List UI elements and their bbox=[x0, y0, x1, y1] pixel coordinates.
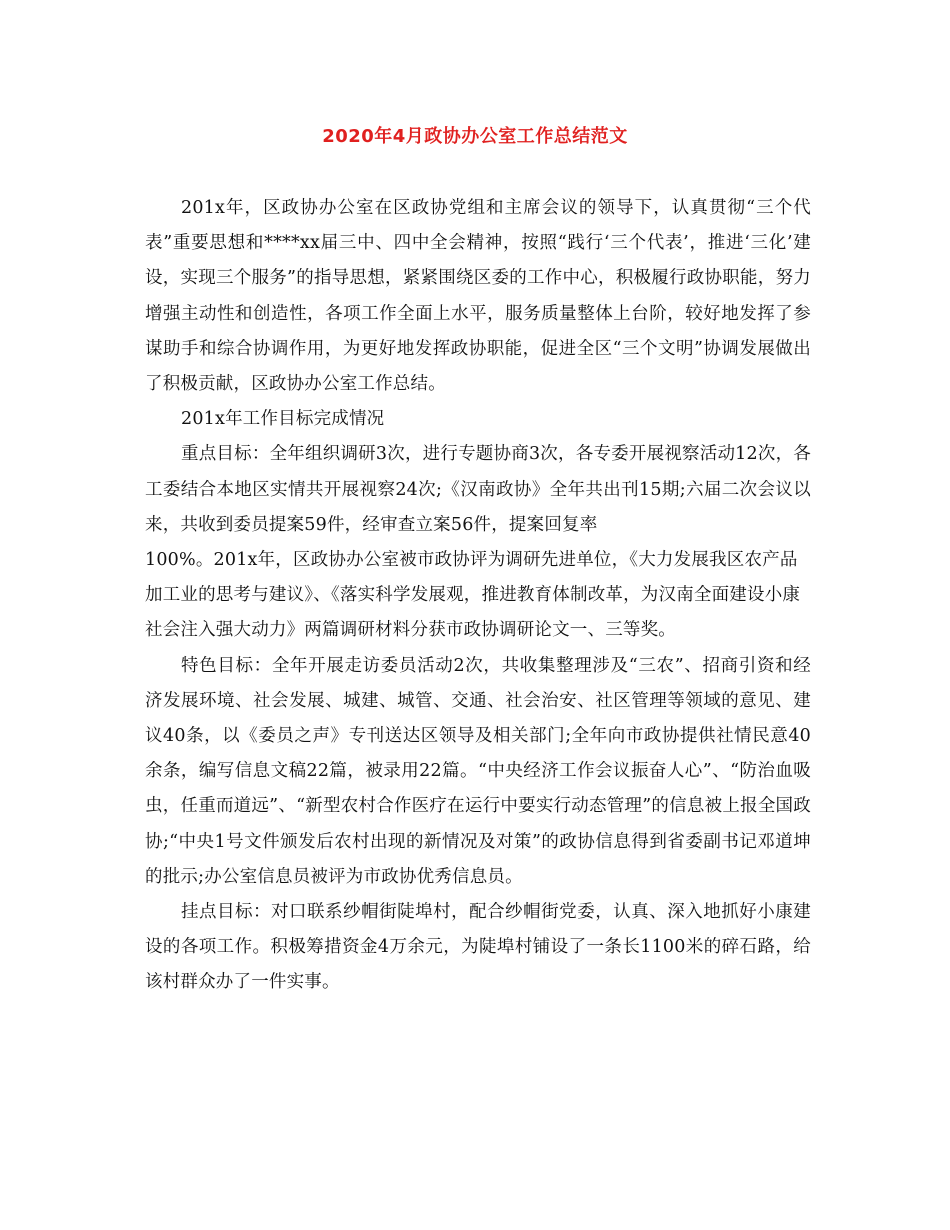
document-body bbox=[145, 191, 811, 1001]
document-title: 2020年4月政协办公室工作总结范文 bbox=[322, 126, 628, 147]
intro-paragraph: 201x年，区政协办公室在区政协党组和主席会议的领导下，认真贯彻“三个代表”重要思想和****xx届三中、四中全会精神，按照“践行‘三个代表’，推进‘三化’建设，实现三个服务”的指导思想，紧紧围绕区委的工作中心，积极履行政协职能，努力增强主动性和创造性，各项工作全面上水平，服务质量整体上台阶，较好地发挥了参谋助手和综合协调作用，为更好地发挥政协职能，促进全区“三个文明”协调发展做出了积极贡献，区政协办公室工作总结。 bbox=[145, 198, 811, 395]
section-heading: 201x年工作目标完成情况 bbox=[181, 409, 385, 430]
liaison-goals-paragraph: 挂点目标：对口联系纱帽街陡埠村，配合纱帽街党委，认真、深入地抓好小康建设的各项工作。积极筹措资金4万余元，为陡埠村铺设了一条长1100米的碎石路，给该村群众办了一件实事。 bbox=[145, 902, 811, 993]
featured-goals-paragraph: 特色目标：全年开展走访委员活动2次，共收集整理涉及“三农”、招商引资和经济发展环境、社会发展、城建、城管、交通、社会治安、社区管理等领域的意见、建议40条，以《委员之声》专刊送达区领导及相关部门;全年向市政协提供社情民意40余条，编写信息文稿22篇，被录用22篇。“中央经济工作会议振奋人心”、“防治血吸虫，任重而道远”、“新型农村合作医疗在运行中要实行动态管理”的信息被上报全国政协;“中央1号文件颁发后农村出现的新情况及对策”的政协信息得到省委副书记邓道坤的批示;办公室信息员被评为市政协优秀信息员。 bbox=[145, 655, 811, 887]
key-goals-continuation: 100%。201x年，区政协办公室被市政协评为调研先进单位，《大力发展我区农产品加工业的思考与建议》、《落实科学发展观，推进教育体制改革，为汉南全面建设小康社会注入强大动力》两篇调研材料分获市政协调研论文一、三等奖。 bbox=[145, 550, 801, 641]
key-goals-paragraph: 重点目标：全年组织调研3次，进行专题协商3次，各专委开展视察活动12次，各工委结合本地区实情共开展视察24次;《汉南政协》全年共出刊15期;六届二次会议以来，共收到委员提案59件，经审查立案56件，提案回复率 bbox=[145, 444, 811, 535]
